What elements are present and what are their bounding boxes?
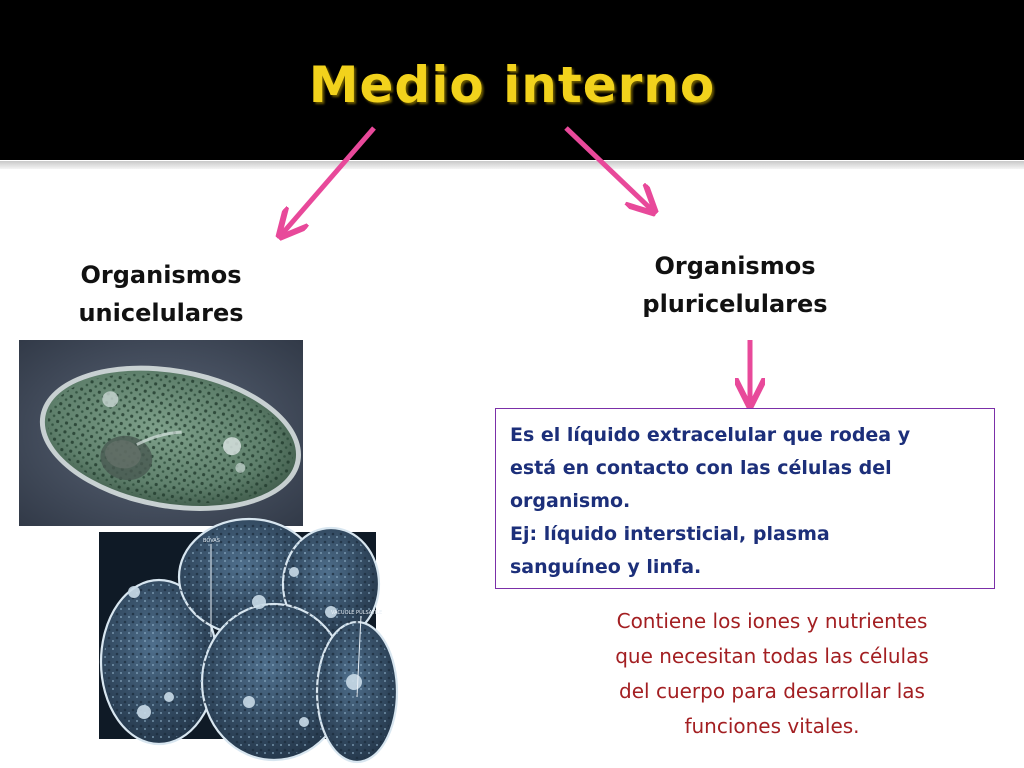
arrow-to-pluricelulares <box>566 128 652 210</box>
definition-line-1: Es el líquido extracelular que rodea y <box>510 424 911 446</box>
cells-micrograph <box>99 532 383 739</box>
heading-unicelulares-line-2: unicelulares <box>78 299 244 327</box>
note-line-1: Contiene los iones y nutrientes <box>616 609 928 633</box>
micrograph-label-vacuole: VACUOLE PULSATILE <box>331 610 383 616</box>
slide-title: Medio interno <box>308 56 716 114</box>
definition-line-2: está en contacto con las células del <box>510 457 892 479</box>
note-line-3: del cuerpo para desarrollar las <box>619 679 925 703</box>
heading-unicelulares-line-1: Organismos <box>80 261 242 289</box>
definition-line-3: organismo. <box>510 490 631 512</box>
note-line-2: que necesitan todas las células <box>615 644 929 668</box>
definition-box <box>495 408 995 589</box>
heading-pluricelulares <box>620 247 850 323</box>
arrow-to-unicelulares <box>282 128 374 234</box>
definition-line-5: sanguíneo y linfa. <box>510 556 702 578</box>
micrograph-label-bovas: BOVAS <box>203 538 220 544</box>
definition-line-4: Ej: líquido intersticial, plasma <box>510 523 830 545</box>
heading-pluricelulares-line-1: Organismos <box>654 252 816 280</box>
nutrients-note <box>552 604 992 744</box>
heading-pluricelulares-line-2: pluricelulares <box>642 290 828 318</box>
heading-unicelulares <box>56 256 266 332</box>
paramecium-micrograph <box>19 340 303 526</box>
note-line-4: funciones vitales. <box>684 714 860 738</box>
